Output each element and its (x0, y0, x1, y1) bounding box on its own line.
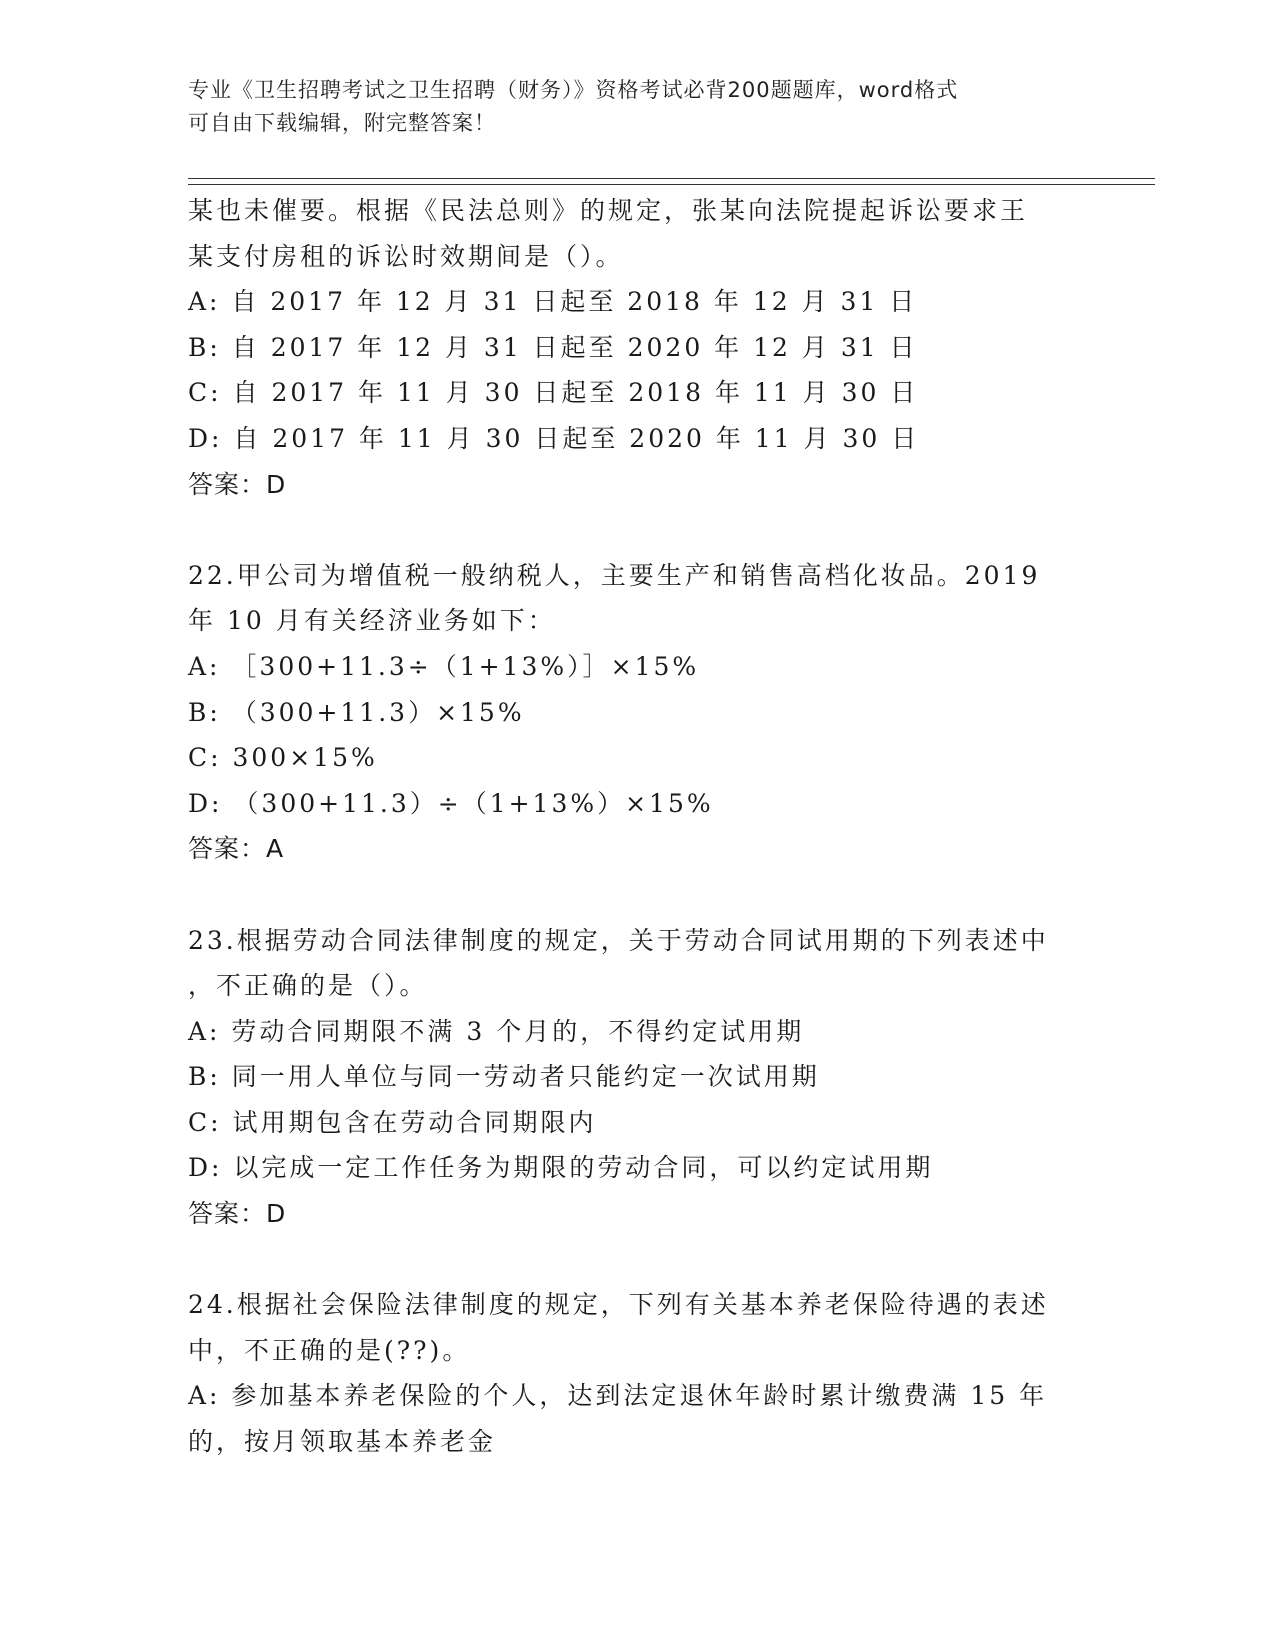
answer-line: 答案：D (188, 1199, 287, 1229)
question-text-line: 中，不正确的是(??)。 (188, 1335, 471, 1365)
option-d: D: 以完成一定工作任务为期限的劳动合同，可以约定试用期 (188, 1153, 934, 1183)
question-text-line: 24.根据社会保险法律制度的规定，下列有关基本养老保险待遇的表述 (188, 1290, 1049, 1320)
question-list (188, 188, 1088, 1465)
answer-line: 答案：D (188, 469, 287, 499)
option-a: A: ［300+11.3÷（1+13%）］×15% (188, 651, 700, 681)
option-a: A: 自 2017 年 12 月 31 日起至 2018 年 12 月 31 日 (188, 287, 918, 317)
option-a: A: 劳动合同期限不满 3 个月的，不得约定试用期 (188, 1016, 805, 1046)
question-22 (188, 553, 1088, 872)
question-text-line: 23.根据劳动合同法律制度的规定，关于劳动合同试用期的下列表述中 (188, 925, 1049, 955)
question-text-line: 年 10 月有关经济业务如下： (188, 606, 556, 636)
question-24 (188, 1282, 1088, 1464)
question-23 (188, 918, 1088, 1237)
header-line-2: 可自由下载编辑，附完整答案！ (188, 111, 496, 135)
header-divider-top (188, 178, 1155, 179)
option-c: C: 300×15% (188, 743, 378, 773)
option-c: C: 试用期包含在劳动合同期限内 (188, 1107, 597, 1137)
option-c: C: 自 2017 年 11 月 30 日起至 2018 年 11 月 30 日 (188, 378, 919, 408)
option-a-continued: 的，按月领取基本养老金 (188, 1427, 497, 1457)
option-d: D: 自 2017 年 11 月 30 日起至 2020 年 11 月 30 日 (188, 423, 920, 453)
option-b: B: （300+11.3）×15% (188, 697, 525, 727)
question-spacer (188, 1237, 1088, 1283)
question-21 (188, 188, 1088, 507)
option-a: A: 参加基本养老保险的个人，达到法定退休年龄时累计缴费满 15 年 (188, 1381, 1048, 1411)
option-b: B: 同一用人单位与同一劳动者只能约定一次试用期 (188, 1062, 820, 1092)
question-text-line: 某也未催要。根据《民法总则》的规定，张某向法院提起诉讼要求王 (188, 196, 1029, 225)
question-text-line: 22.甲公司为增值税一般纳税人，主要生产和销售高档化妆品。2019 (188, 560, 1041, 590)
question-spacer (188, 507, 1088, 553)
document-header (188, 74, 1068, 140)
option-b: B: 自 2017 年 12 月 31 日起至 2020 年 12 月 31 日 (188, 332, 918, 362)
question-text-line: 某支付房租的诉讼时效期间是（）。 (188, 241, 624, 271)
answer-line: 答案：A (188, 834, 285, 864)
question-spacer (188, 872, 1088, 918)
question-text-line: ，不正确的是（）。 (188, 971, 428, 1001)
option-d: D: （300+11.3）÷（1+13%）×15% (188, 788, 714, 818)
header-divider-bottom (188, 184, 1155, 185)
header-line-1: 专业《卫生招聘考试之卫生招聘（财务）》资格考试必背200题题库，word格式 (188, 78, 959, 102)
